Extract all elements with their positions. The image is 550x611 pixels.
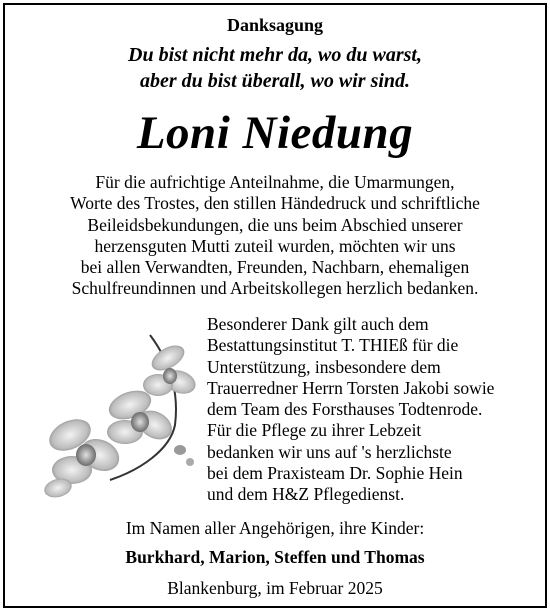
thanks-paragraph [207,314,542,506]
orchid-bloom-top [143,340,199,397]
thanks-line: dem Team des Forsthauses Todtenrode. [207,399,483,420]
thanks-line: bedanken wir uns auf 's herzlichste [207,441,452,462]
orchid-bloom-middle [105,385,177,445]
motto-line-1: Du bist nicht mehr da, wo du warst, [128,44,422,66]
intro-line: bei allen Verwandten, Freunden, Nachbarn, ehemaligen [80,257,470,278]
intro-line: herzensguten Mutti zuteil wurden, möchten wir uns [94,235,456,256]
orchid-image [30,330,210,510]
thanks-line: Bestattungsinstitut T. THIEß für die [207,335,459,356]
intro-paragraph [0,172,550,300]
place-and-date: Blankenburg, im Februar 2025 [167,578,383,598]
intro-line: Worte des Trostes, den stillen Händedruck und schriftliche [70,193,480,214]
thanks-line: Trauerredner Herrn Torsten Jakobi sowie [207,377,495,398]
family-intro: Im Namen aller Angehörigen, ihre Kinder: [125,518,425,538]
thanks-line: und dem H&Z Pflegedienst. [207,484,405,505]
thanks-line: bei dem Praxisteam Dr. Sophie Hein [207,463,463,484]
intro-line: Für die aufrichtige Anteilnahme, die Umarmungen, [95,172,455,192]
thanks-line: Unterstützung, insbesondere dem [207,356,441,377]
notice-heading: Danksagung [226,15,324,35]
motto-line-2: aber du bist überall, wo wir sind. [139,70,411,92]
children-names: Burkhard, Marion, Steffen und Thomas [125,547,425,567]
deceased-name: Loni Niedung [136,107,414,159]
intro-line: Beileidsbekundungen, die uns beim Abschied unserer [87,214,463,235]
intro-line: Schulfreundinnen und Arbeitskollegen herzlich bedanken. [71,278,479,299]
thanks-line: Besonderer Dank gilt auch dem [207,314,429,334]
thanks-line: Für die Pflege zu ihrer Lebzeit [207,420,422,441]
